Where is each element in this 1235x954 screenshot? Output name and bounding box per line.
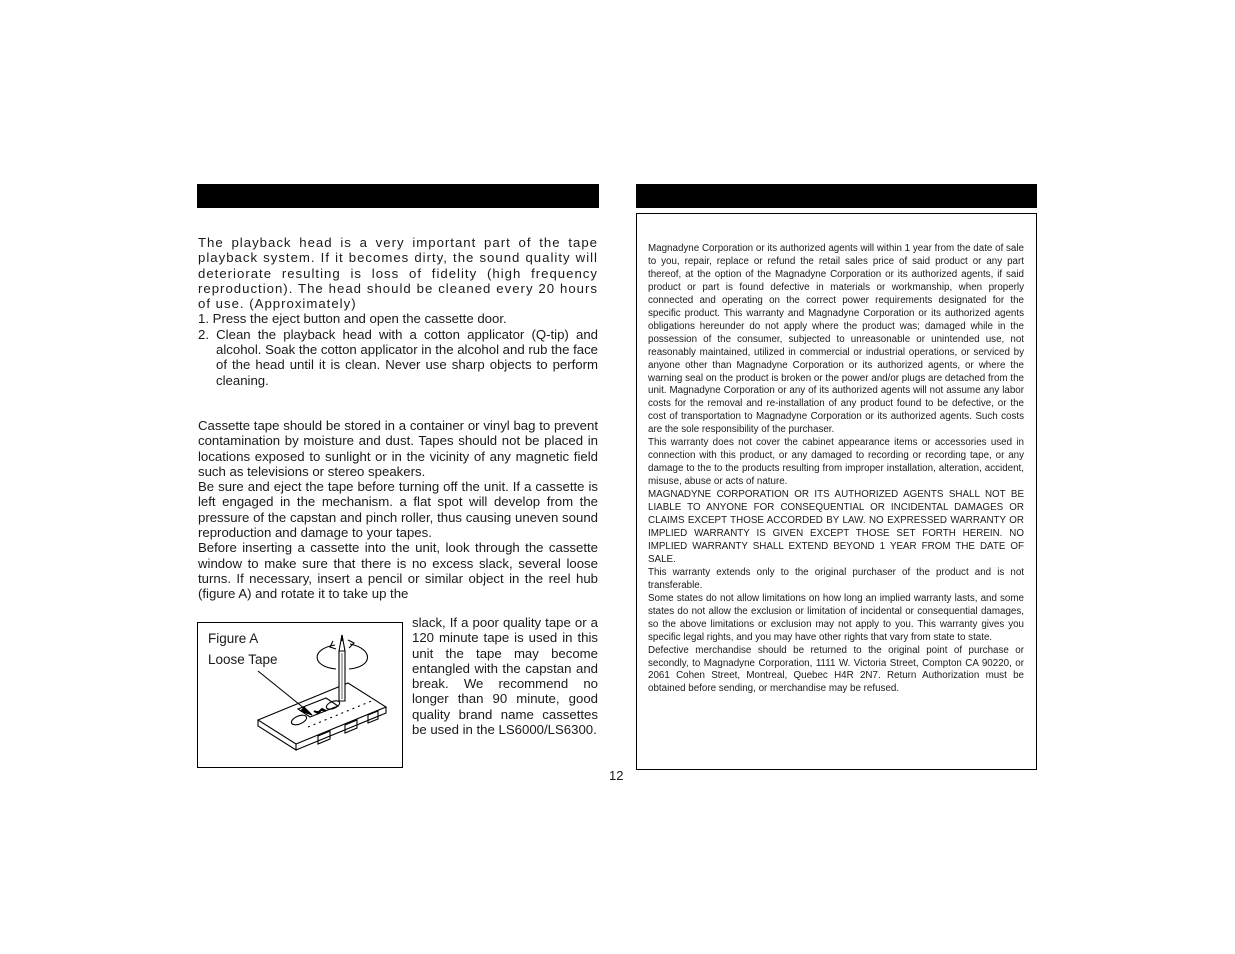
figure-title: Figure A xyxy=(208,631,259,646)
warranty-header-bar xyxy=(636,184,1037,208)
left-section-header-bar xyxy=(197,184,599,208)
step-clean-head: 2. Clean the playback head with a cotton applicator (Q-tip) and alcohol. Soak the cotton applicator in the alcohol and rub the face of the head until it is clean. Never use sharp objects to perform cleaning. xyxy=(198,326,598,388)
tape-care-section xyxy=(198,235,598,602)
warranty-paragraph-liability: MAGNADYNE CORPORATION OR ITS AUTHORIZED AGENTS SHALL NOT BE LIABLE TO ANYONE FOR CONSEQUENTIAL OR INCIDENTAL DAMAGES OR CLAIMS EXCEPT THOSE ACCORDED BY LAW. NO EXPRESSED WARRANTY OR IMPLIED WARRANTY IS GIVEN EXCEPT THOSE SET FORTH HEREIN. NO IMPLIED WARRANTY SHALL EXTEND BEYOND 1 YEAR FROM THE DATE OF SALE. xyxy=(648,489,1024,565)
warranty-paragraph-exclusions: This warranty does not cover the cabinet appearance items or accessories used in connection with this product, or any damaged to recording or recording tape, or any damage to the to the products resulting from improper installation, alteration, accident, misuse, abuse or acts of nature. xyxy=(648,437,1024,488)
pointer-arrow-icon xyxy=(258,671,310,713)
storage-paragraph: Cassette tape should be stored in a container or vinyl bag to prevent contamination by moisture and dust. Tapes should not be placed in locations exposed to sunlight or in the vicinity of any magnetic field such as televisions or stereo speakers. xyxy=(198,417,598,479)
warranty-text xyxy=(648,243,1024,696)
page-number: 12 xyxy=(609,768,624,783)
figure-a-box xyxy=(197,622,403,768)
figure-subtitle: Loose Tape xyxy=(208,652,278,667)
head-cleaning-paragraph: The playback head is a very important part of the tape playback system. If it becomes dirty, the sound quality will deteriorate resulting is loss of fidelity (high frequency reproduction). The head should be cleaned every 20 hours of use. (Approximately) xyxy=(198,235,598,312)
cassette-hub-icon xyxy=(290,713,308,726)
slack-paragraph: Before inserting a cassette into the unit, look through the cassette window to make sure that there is no excess slack, several loose turns. If necessary, insert a pencil or similar object in the reel hub (figure A) and rotate it to take up the xyxy=(198,540,598,602)
warranty-paragraph-coverage: Magnadyne Corporation or its authorized agents will within 1 year from the date of sale to you, repair, replace or refund the retail sales price of said product or any part thereof, at the option of the Magnadyne Corporation or its authorized agents, if said product or part is found defective in materials or workmanship, when properly connected and operating on the correct power requirements designated for the specific product. This warranty and Magnadyne Corporation or its authorized agents obligations hereunder do not apply where the product was; damaged while in the possession of the consumer, subjected to unreasonable or unintended use, not reasonably maintained, utilized in commercial or industrial operations, or serviced by anyone other than Magnadyne Corporation or its authorized agents, or where the warning seal on the product is broken or the power and/or plugs are detached from the unit. Magnadyne Corporation or any of its authorized agents will not assume any labor costs for the removal and re-installation of any product found to be defective, or the cost of transportation to Magnadyne Corporation or its authorized agents. Such costs are the sole responsibility of the purchaser. xyxy=(648,243,1024,436)
warranty-paragraph-returns: Defective merchandise should be returned to the original point of purchase or secondly, to Magnadyne Corporation, 1111 W. Victoria Street, Compton CA 90220, or 2061 Cohen Street, Montreal, Quebec H4R 2N7. Return Authorization must be obtained before sending, or merchandise may be refused. xyxy=(648,644,1024,695)
slack-continued-paragraph: slack, If a poor quality tape or a 120 minute tape is used in this unit the tape may become entangled with the capstan and break. We recommend no longer than 90 minute, good quality brand name cassettes be used in the LS6000/LS6300. xyxy=(412,615,598,738)
eject-paragraph: Be sure and eject the tape before turning off the unit. If a cassette is left engaged in the mechanism. a flat spot will develop from the pressure of the capstan and pinch roller, thus causing uneven sound reproduction and damage to your tapes. xyxy=(198,479,598,541)
warranty-box xyxy=(636,213,1037,770)
step-eject: 1. Press the eject button and open the cassette door. xyxy=(198,311,507,327)
section-gap xyxy=(198,388,598,418)
warranty-paragraph-transfer: This warranty extends only to the original purchaser of the product and is not transferable. xyxy=(648,566,1024,591)
warranty-paragraph-state-rights: Some states do not allow limitations on how long an implied warranty lasts, and some states do not allow the exclusion or limitation of incidental or consequential damages, so the above limitations or exclusion may not apply to you. This warranty gives you specific legal rights, and you may have other rights that vary from state to state. xyxy=(648,592,1024,643)
